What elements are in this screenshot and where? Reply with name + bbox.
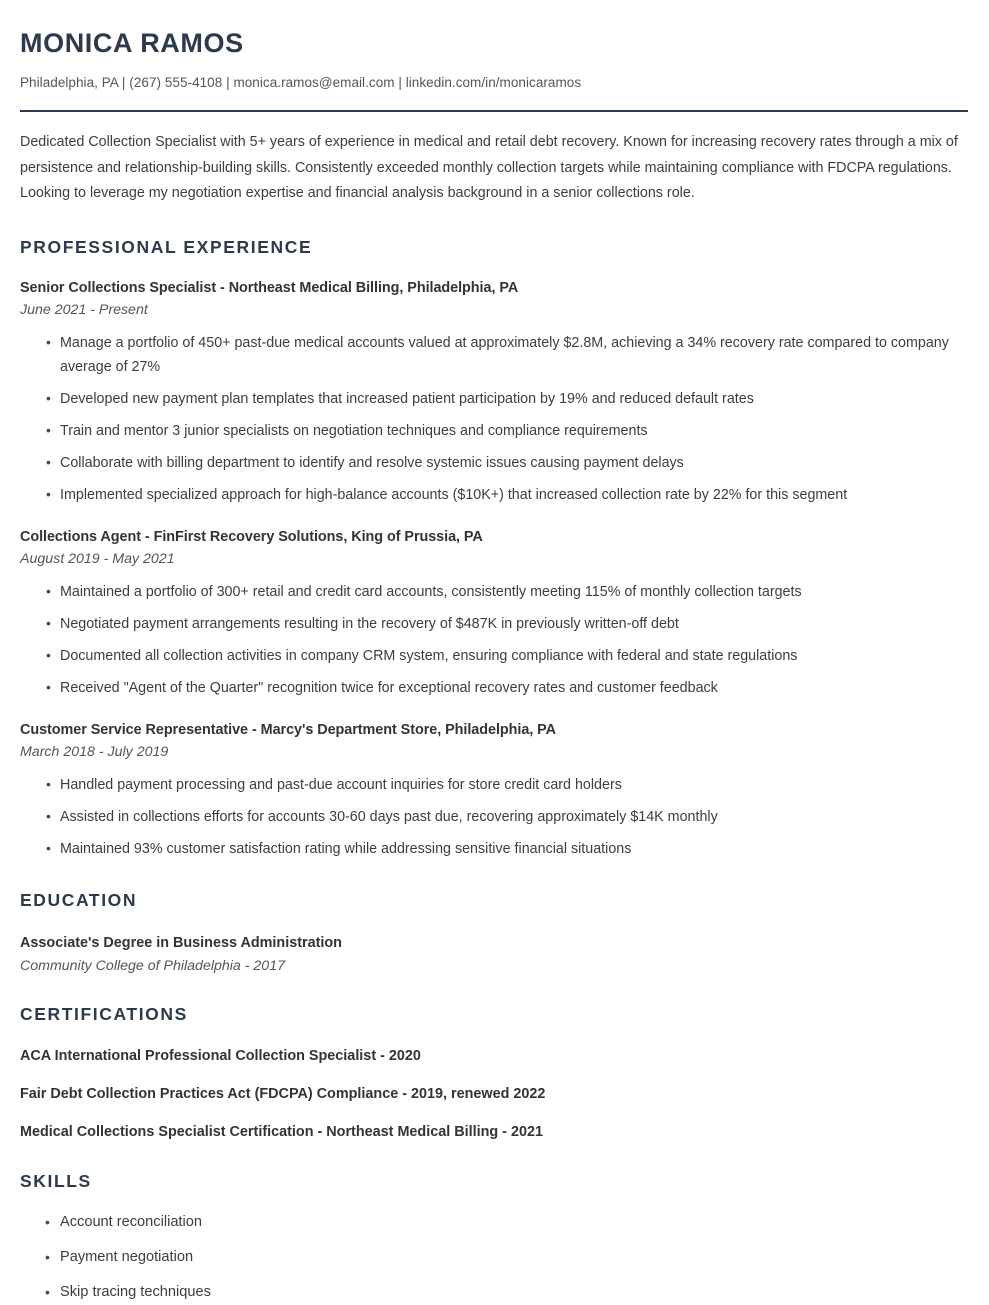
job-bullet: • Received "Agent of the Quarter" recognition twice for exceptional recovery rates and customer feedback [20,676,968,700]
skills-list [20,1211,968,1305]
certification-list [20,1047,968,1141]
job-bullet: • Assisted in collections efforts for accounts 30-60 days past due, recovering approximately $14K monthly [20,805,968,829]
experience-entry [20,721,968,861]
professional-summary: Dedicated Collection Specialist with 5+ years of experience in medical and retail debt recovery. Known for increasing recovery rates through a mix of persistence and relationship-building skills. Consistently exceeded monthly collection targets while maintaining compliance with FDCPA regulations. Looking to leverage my negotiation expertise and financial analysis background in a senior collections role. [20,133,958,202]
section-title-certifications: CERTIFICATIONS [20,1004,188,1025]
section-title-experience: PROFESSIONAL EXPERIENCE [20,236,313,257]
education-degree: Associate's Degree in Business Administration [20,934,342,951]
certification-item: ACA International Professional Collection Specialist - 2020 [20,1048,421,1065]
job-title: Collections Agent - FinFirst Recovery Solutions, King of Prussia, PA [20,528,483,545]
skill-item: • Account reconciliation [20,1211,968,1234]
skill-item: • Payment negotiation [20,1246,968,1269]
job-bullet-list [20,331,968,507]
job-bullet-list [20,773,968,861]
skill-item: • Skip tracing techniques [20,1281,968,1304]
job-title: Senior Collections Specialist - Northeast Medical Billing, Philadelphia, PA [20,279,519,296]
job-bullet: • Handled payment processing and past-due account inquiries for store credit card holders [20,773,968,797]
job-bullet: • Negotiated payment arrangements resulting in the recovery of $487K in previously written-off debt [20,612,968,636]
education-entry [20,934,968,977]
experience-entry [20,279,968,507]
education-school: Community College of Philadelphia - 2017 [20,958,285,975]
job-bullet: • Manage a portfolio of 450+ past-due medical accounts valued at approximately $2.8M, achieving a 34% recovery rate compared to company average of 27% [20,331,968,379]
job-title: Customer Service Representative - Marcy's Department Store, Philadelphia, PA [20,721,556,738]
job-bullet-list [20,580,968,700]
job-bullet: • Maintained 93% customer satisfaction rating while addressing sensitive financial situations [20,837,968,861]
job-bullet: • Collaborate with billing department to identify and resolve systemic issues causing payment delays [20,451,968,475]
job-dates: June 2021 - Present [20,302,148,319]
job-dates: August 2019 - May 2021 [20,551,175,568]
section-title-education: EDUCATION [20,889,138,910]
job-bullet: • Train and mentor 3 junior specialists on negotiation techniques and compliance requirements [20,419,968,443]
certification-item: Fair Debt Collection Practices Act (FDCPA) Compliance - 2019, renewed 2022 [20,1086,546,1103]
candidate-name: MONICA RAMOS [20,28,244,58]
experience-entry [20,528,968,700]
certification-item: Medical Collections Specialist Certification - Northeast Medical Billing - 2021 [20,1123,543,1140]
contact-line: Philadelphia, PA | (267) 555-4108 | monica.ramos@email.com | linkedin.com/in/monicaramos [20,75,582,91]
job-dates: March 2018 - July 2019 [20,744,169,761]
job-bullet: • Documented all collection activities in company CRM system, ensuring compliance with federal and state regulations [20,644,968,668]
job-bullet: • Maintained a portfolio of 300+ retail and credit card accounts, consistently meeting 115% of monthly collection targets [20,580,968,604]
job-bullet: • Developed new payment plan templates that increased patient participation by 19% and reduced default rates [20,387,968,411]
section-title-skills: SKILLS [20,1170,92,1191]
header-divider [20,110,968,112]
job-bullet: • Implemented specialized approach for high-balance accounts ($10K+) that increased collection rate by 22% for this segment [20,483,968,507]
